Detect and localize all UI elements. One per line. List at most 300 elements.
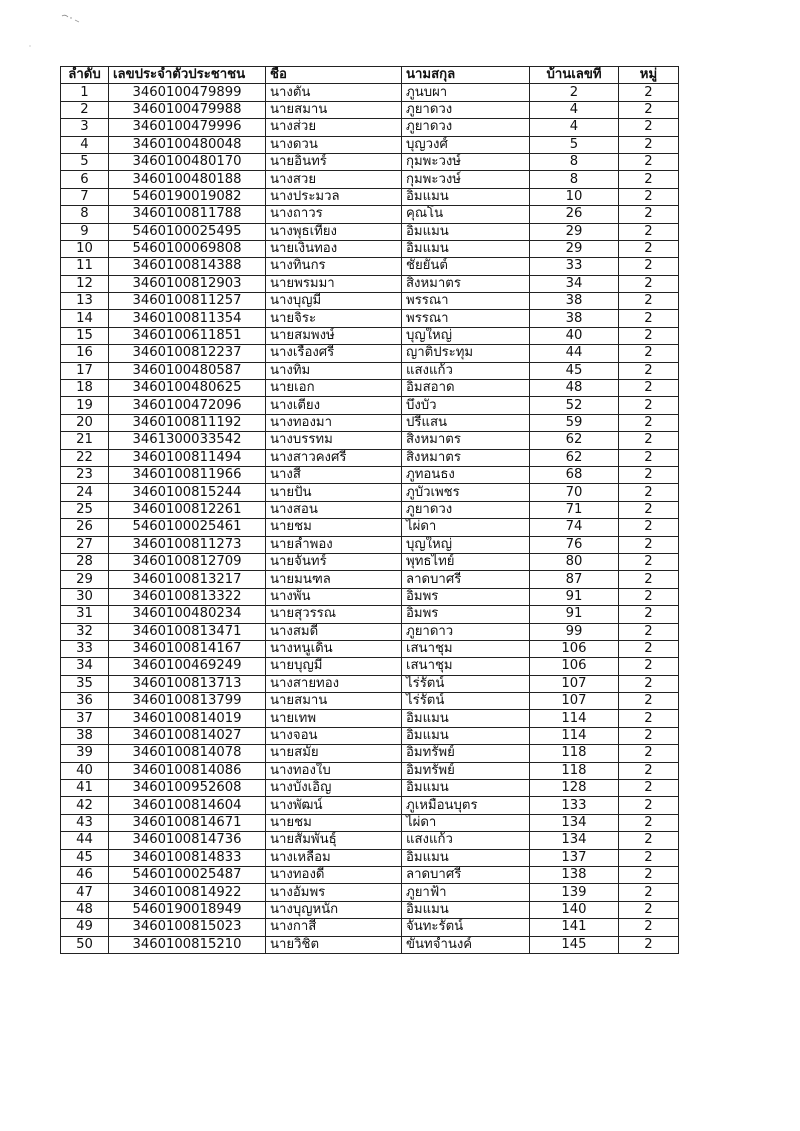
cell-first-name: นางบุญมี	[266, 293, 402, 310]
cell-citizen-id: 5460190018949	[109, 901, 266, 918]
cell-order-number: 38	[61, 727, 109, 744]
cell-surname: ลาดบาศรี	[402, 571, 530, 588]
cell-house-number: 52	[530, 397, 619, 414]
table-row	[61, 119, 679, 136]
cell-first-name: นางประมวล	[266, 188, 402, 205]
cell-first-name: นางเตียง	[266, 397, 402, 414]
table-row	[61, 901, 679, 918]
cell-house-number: 48	[530, 380, 619, 397]
table-row	[61, 553, 679, 570]
table-row	[61, 101, 679, 118]
cell-surname: อิ่มสอาด	[402, 380, 530, 397]
cell-citizen-id: 3460100480625	[109, 380, 266, 397]
cell-surname: ภูยาดวง	[402, 101, 530, 118]
cell-surname: ภูยาฟ้า	[402, 884, 530, 901]
cell-surname: ไร่รัตน์	[402, 693, 530, 710]
cell-house-number: 68	[530, 466, 619, 483]
cell-first-name: นางทินกร	[266, 258, 402, 275]
cell-order-number: 12	[61, 275, 109, 292]
cell-citizen-id: 3460100812709	[109, 553, 266, 570]
table-row	[61, 519, 679, 536]
cell-order-number: 6	[61, 171, 109, 188]
cell-citizen-id: 3461300033542	[109, 432, 266, 449]
cell-house-number: 62	[530, 432, 619, 449]
table-row	[61, 866, 679, 883]
table-row	[61, 275, 679, 292]
cell-surname: บุญใหญ่	[402, 327, 530, 344]
cell-first-name: นางดวน	[266, 136, 402, 153]
table-row	[61, 849, 679, 866]
cell-order-number: 37	[61, 710, 109, 727]
cell-house-number: 45	[530, 362, 619, 379]
cell-citizen-id: 3460100469249	[109, 658, 266, 675]
cell-first-name: นางส่วย	[266, 119, 402, 136]
cell-first-name: นางถาวร	[266, 206, 402, 223]
cell-citizen-id: 3460100480234	[109, 606, 266, 623]
cell-village-number: 2	[619, 866, 679, 883]
table-row	[61, 240, 679, 257]
cell-first-name: นางบรรทม	[266, 432, 402, 449]
cell-surname: อิ่มแมน	[402, 223, 530, 240]
cell-first-name: นางตัน	[266, 84, 402, 101]
cell-citizen-id: 3460100812261	[109, 501, 266, 518]
cell-first-name: นางบังเอิญ	[266, 780, 402, 797]
cell-village-number: 2	[619, 310, 679, 327]
cell-surname: ภูบัวเพชร	[402, 484, 530, 501]
cell-order-number: 34	[61, 658, 109, 675]
cell-citizen-id: 3460100479899	[109, 84, 266, 101]
cell-first-name: นางเหลือม	[266, 849, 402, 866]
cell-surname: ไร่รัตน์	[402, 675, 530, 692]
cell-house-number: 71	[530, 501, 619, 518]
cell-house-number: 2	[530, 84, 619, 101]
cell-surname: กุมพะวงษ์	[402, 153, 530, 170]
table-row	[61, 136, 679, 153]
cell-citizen-id: 5460190019082	[109, 188, 266, 205]
header-citizen-id: เลขประจำตัวประชาชน	[109, 67, 266, 84]
table-row	[61, 571, 679, 588]
cell-house-number: 106	[530, 640, 619, 657]
cell-citizen-id: 3460100813217	[109, 571, 266, 588]
cell-surname: ภูยาดวง	[402, 119, 530, 136]
cell-house-number: 38	[530, 310, 619, 327]
cell-citizen-id: 5460100025461	[109, 519, 266, 536]
header-first-name: ชื่อ	[266, 67, 402, 84]
cell-surname: บุญวงศ์	[402, 136, 530, 153]
cell-village-number: 2	[619, 727, 679, 744]
cell-citizen-id: 3460100814671	[109, 814, 266, 831]
cell-house-number: 137	[530, 849, 619, 866]
cell-first-name: นางทองดี	[266, 866, 402, 883]
cell-surname: ภูทอนธง	[402, 466, 530, 483]
cell-order-number: 23	[61, 466, 109, 483]
cell-village-number: 2	[619, 362, 679, 379]
cell-first-name: นางสี	[266, 466, 402, 483]
cell-citizen-id: 3460100814736	[109, 832, 266, 849]
cell-village-number: 2	[619, 171, 679, 188]
cell-house-number: 107	[530, 693, 619, 710]
cell-surname: เสนาชุม	[402, 640, 530, 657]
cell-citizen-id: 3460100814388	[109, 258, 266, 275]
cell-citizen-id: 3460100479996	[109, 119, 266, 136]
cell-house-number: 99	[530, 623, 619, 640]
cell-house-number: 114	[530, 727, 619, 744]
cell-village-number: 2	[619, 188, 679, 205]
cell-village-number: 2	[619, 258, 679, 275]
cell-village-number: 2	[619, 466, 679, 483]
cell-order-number: 29	[61, 571, 109, 588]
cell-village-number: 2	[619, 693, 679, 710]
cell-citizen-id: 3460100480188	[109, 171, 266, 188]
cell-house-number: 87	[530, 571, 619, 588]
cell-citizen-id: 3460100814086	[109, 762, 266, 779]
population-roster-table	[60, 66, 679, 954]
cell-house-number: 10	[530, 188, 619, 205]
cell-first-name: นางทิม	[266, 362, 402, 379]
table-row	[61, 606, 679, 623]
cell-village-number: 2	[619, 675, 679, 692]
cell-village-number: 2	[619, 901, 679, 918]
cell-order-number: 20	[61, 414, 109, 431]
cell-citizen-id: 3460100814833	[109, 849, 266, 866]
cell-citizen-id: 3460100814604	[109, 797, 266, 814]
cell-first-name: นายวิชิต	[266, 936, 402, 953]
table-row	[61, 884, 679, 901]
cell-surname: กุมพะวงษ์	[402, 171, 530, 188]
cell-village-number: 2	[619, 153, 679, 170]
cell-house-number: 141	[530, 919, 619, 936]
cell-village-number: 2	[619, 397, 679, 414]
cell-order-number: 16	[61, 345, 109, 362]
cell-house-number: 118	[530, 762, 619, 779]
cell-house-number: 107	[530, 675, 619, 692]
cell-first-name: นางเรืองศรี	[266, 345, 402, 362]
cell-house-number: 134	[530, 832, 619, 849]
cell-village-number: 2	[619, 571, 679, 588]
cell-citizen-id: 3460100814167	[109, 640, 266, 657]
cell-citizen-id: 3460100811966	[109, 466, 266, 483]
cell-village-number: 2	[619, 606, 679, 623]
cell-village-number: 2	[619, 832, 679, 849]
cell-house-number: 59	[530, 414, 619, 431]
cell-first-name: นางทองใบ	[266, 762, 402, 779]
cell-village-number: 2	[619, 293, 679, 310]
cell-house-number: 26	[530, 206, 619, 223]
cell-order-number: 44	[61, 832, 109, 849]
cell-order-number: 39	[61, 745, 109, 762]
cell-citizen-id: 3460100811257	[109, 293, 266, 310]
cell-citizen-id: 3460100812903	[109, 275, 266, 292]
table-row	[61, 380, 679, 397]
cell-citizen-id: 3460100813471	[109, 623, 266, 640]
table-row	[61, 727, 679, 744]
cell-order-number: 40	[61, 762, 109, 779]
table-row	[61, 501, 679, 518]
cell-village-number: 2	[619, 936, 679, 953]
table-row	[61, 640, 679, 657]
cell-order-number: 14	[61, 310, 109, 327]
cell-first-name: นางอัมพร	[266, 884, 402, 901]
cell-house-number: 29	[530, 240, 619, 257]
cell-village-number: 2	[619, 327, 679, 344]
cell-house-number: 5	[530, 136, 619, 153]
table-row	[61, 258, 679, 275]
cell-citizen-id: 3460100813713	[109, 675, 266, 692]
cell-first-name: นายสมัย	[266, 745, 402, 762]
cell-village-number: 2	[619, 814, 679, 831]
table-row	[61, 414, 679, 431]
cell-order-number: 9	[61, 223, 109, 240]
table-row	[61, 327, 679, 344]
cell-house-number: 80	[530, 553, 619, 570]
cell-first-name: นางสายทอง	[266, 675, 402, 692]
table-row	[61, 745, 679, 762]
cell-first-name: นางหนูเดิน	[266, 640, 402, 657]
cell-citizen-id: 5460100025495	[109, 223, 266, 240]
cell-surname: ภูเหมือนบุตร	[402, 797, 530, 814]
cell-citizen-id: 3460100814027	[109, 727, 266, 744]
cell-village-number: 2	[619, 275, 679, 292]
cell-citizen-id: 3460100814019	[109, 710, 266, 727]
cell-citizen-id: 3460100814078	[109, 745, 266, 762]
cell-house-number: 133	[530, 797, 619, 814]
table-row	[61, 536, 679, 553]
table-row	[61, 293, 679, 310]
cell-surname: อิ่มแมน	[402, 710, 530, 727]
table-row	[61, 658, 679, 675]
cell-citizen-id: 3460100472096	[109, 397, 266, 414]
table-row	[61, 397, 679, 414]
cell-first-name: นายลำพอง	[266, 536, 402, 553]
cell-surname: พรรณา	[402, 293, 530, 310]
cell-citizen-id: 3460100815244	[109, 484, 266, 501]
cell-house-number: 44	[530, 345, 619, 362]
cell-surname: ภูยาดวง	[402, 501, 530, 518]
cell-citizen-id: 3460100480048	[109, 136, 266, 153]
cell-citizen-id: 3460100811192	[109, 414, 266, 431]
cell-house-number: 33	[530, 258, 619, 275]
cell-house-number: 8	[530, 153, 619, 170]
cell-first-name: นายปั่น	[266, 484, 402, 501]
cell-citizen-id: 3460100480170	[109, 153, 266, 170]
cell-surname: แสงแก้ว	[402, 832, 530, 849]
cell-house-number: 134	[530, 814, 619, 831]
cell-citizen-id: 3460100811354	[109, 310, 266, 327]
cell-order-number: 25	[61, 501, 109, 518]
cell-surname: พรรณา	[402, 310, 530, 327]
cell-surname: อิ่มแมน	[402, 727, 530, 744]
cell-citizen-id: 3460100813799	[109, 693, 266, 710]
cell-first-name: นางสาวคงศรี	[266, 449, 402, 466]
cell-first-name: นายเอก	[266, 380, 402, 397]
table-row	[61, 936, 679, 953]
cell-house-number: 91	[530, 588, 619, 605]
cell-house-number: 40	[530, 327, 619, 344]
table-row	[61, 223, 679, 240]
cell-surname: บุญใหญ่	[402, 536, 530, 553]
cell-first-name: นางจอน	[266, 727, 402, 744]
table-row	[61, 484, 679, 501]
scan-speckle-marks	[28, 10, 88, 50]
cell-surname: ไผ่ดา	[402, 814, 530, 831]
cell-surname: สิงหมาตร	[402, 432, 530, 449]
cell-citizen-id: 3460100815023	[109, 919, 266, 936]
cell-order-number: 3	[61, 119, 109, 136]
cell-first-name: นายเทพ	[266, 710, 402, 727]
cell-order-number: 47	[61, 884, 109, 901]
cell-surname: อิ่มแมน	[402, 188, 530, 205]
cell-village-number: 2	[619, 432, 679, 449]
cell-order-number: 50	[61, 936, 109, 953]
cell-village-number: 2	[619, 484, 679, 501]
table-row	[61, 310, 679, 327]
cell-village-number: 2	[619, 223, 679, 240]
cell-citizen-id: 3460100480587	[109, 362, 266, 379]
cell-order-number: 30	[61, 588, 109, 605]
cell-order-number: 15	[61, 327, 109, 344]
table-row	[61, 588, 679, 605]
cell-village-number: 2	[619, 588, 679, 605]
cell-first-name: นายพรมมา	[266, 275, 402, 292]
cell-order-number: 26	[61, 519, 109, 536]
table-row	[61, 188, 679, 205]
cell-village-number: 2	[619, 101, 679, 118]
cell-village-number: 2	[619, 240, 679, 257]
cell-village-number: 2	[619, 710, 679, 727]
table-row	[61, 919, 679, 936]
table-row	[61, 675, 679, 692]
table-row	[61, 693, 679, 710]
cell-surname: ภูนบผา	[402, 84, 530, 101]
header-house-number: บ้านเลขที่	[530, 67, 619, 84]
cell-first-name: นายมนฑล	[266, 571, 402, 588]
cell-house-number: 91	[530, 606, 619, 623]
cell-first-name: นางทองมา	[266, 414, 402, 431]
table-row	[61, 206, 679, 223]
cell-order-number: 1	[61, 84, 109, 101]
cell-order-number: 33	[61, 640, 109, 657]
cell-house-number: 74	[530, 519, 619, 536]
cell-first-name: นางพัฒน์	[266, 797, 402, 814]
cell-surname: ขันทจำนงค์	[402, 936, 530, 953]
cell-order-number: 10	[61, 240, 109, 257]
cell-order-number: 2	[61, 101, 109, 118]
cell-surname: แสงแก้ว	[402, 362, 530, 379]
table-row	[61, 762, 679, 779]
cell-first-name: นายชม	[266, 519, 402, 536]
cell-surname: อิ่มแมน	[402, 849, 530, 866]
cell-village-number: 2	[619, 449, 679, 466]
cell-citizen-id: 3460100814922	[109, 884, 266, 901]
cell-order-number: 24	[61, 484, 109, 501]
cell-surname: อิ่มพร	[402, 588, 530, 605]
cell-village-number: 2	[619, 536, 679, 553]
cell-surname: อิ่มแมน	[402, 780, 530, 797]
cell-surname: ปรีแสน	[402, 414, 530, 431]
cell-order-number: 8	[61, 206, 109, 223]
cell-citizen-id: 3460100811788	[109, 206, 266, 223]
cell-village-number: 2	[619, 623, 679, 640]
cell-surname: อิ่มแมน	[402, 901, 530, 918]
cell-village-number: 2	[619, 849, 679, 866]
cell-first-name: นายเงินทอง	[266, 240, 402, 257]
cell-house-number: 139	[530, 884, 619, 901]
cell-house-number: 138	[530, 866, 619, 883]
cell-village-number: 2	[619, 745, 679, 762]
cell-citizen-id: 3460100611851	[109, 327, 266, 344]
cell-order-number: 49	[61, 919, 109, 936]
cell-house-number: 34	[530, 275, 619, 292]
cell-village-number: 2	[619, 136, 679, 153]
cell-first-name: นางสวย	[266, 171, 402, 188]
cell-citizen-id: 3460100813322	[109, 588, 266, 605]
cell-order-number: 31	[61, 606, 109, 623]
cell-first-name: นายสุวรรณ	[266, 606, 402, 623]
cell-village-number: 2	[619, 797, 679, 814]
cell-order-number: 7	[61, 188, 109, 205]
header-surname: นามสกุล	[402, 67, 530, 84]
cell-house-number: 70	[530, 484, 619, 501]
cell-surname: สิงหมาตร	[402, 275, 530, 292]
cell-village-number: 2	[619, 345, 679, 362]
cell-village-number: 2	[619, 762, 679, 779]
cell-house-number: 29	[530, 223, 619, 240]
table-row	[61, 814, 679, 831]
cell-citizen-id: 3460100952608	[109, 780, 266, 797]
cell-village-number: 2	[619, 206, 679, 223]
cell-first-name: นางสอน	[266, 501, 402, 518]
cell-surname: อิ่มทรัพย์	[402, 762, 530, 779]
cell-surname: ชัยยันต์	[402, 258, 530, 275]
cell-village-number: 2	[619, 519, 679, 536]
table-row	[61, 797, 679, 814]
cell-citizen-id: 5460100069808	[109, 240, 266, 257]
cell-house-number: 145	[530, 936, 619, 953]
cell-village-number: 2	[619, 119, 679, 136]
cell-surname: ไผ่ดา	[402, 519, 530, 536]
cell-order-number: 13	[61, 293, 109, 310]
cell-village-number: 2	[619, 658, 679, 675]
cell-surname: ภูยาดาว	[402, 623, 530, 640]
cell-surname: คุณโน	[402, 206, 530, 223]
cell-first-name: นายอินทร์	[266, 153, 402, 170]
header-order-number: ลำดับ	[61, 67, 109, 84]
cell-first-name: นายสมพงษ์	[266, 327, 402, 344]
cell-village-number: 2	[619, 501, 679, 518]
cell-citizen-id: 3460100815210	[109, 936, 266, 953]
cell-first-name: นางกาสี	[266, 919, 402, 936]
cell-house-number: 114	[530, 710, 619, 727]
cell-house-number: 106	[530, 658, 619, 675]
table-row	[61, 449, 679, 466]
cell-village-number: 2	[619, 919, 679, 936]
cell-order-number: 18	[61, 380, 109, 397]
cell-house-number: 4	[530, 119, 619, 136]
cell-first-name: นายสมาน	[266, 101, 402, 118]
cell-first-name: นายจิระ	[266, 310, 402, 327]
cell-citizen-id: 3460100812237	[109, 345, 266, 362]
table-row	[61, 710, 679, 727]
cell-village-number: 2	[619, 884, 679, 901]
cell-house-number: 128	[530, 780, 619, 797]
cell-order-number: 27	[61, 536, 109, 553]
cell-surname: จันทะรัตน์	[402, 919, 530, 936]
cell-order-number: 43	[61, 814, 109, 831]
cell-surname: อิ่มพร	[402, 606, 530, 623]
cell-order-number: 42	[61, 797, 109, 814]
table-row	[61, 84, 679, 101]
cell-first-name: นายสมาน	[266, 693, 402, 710]
